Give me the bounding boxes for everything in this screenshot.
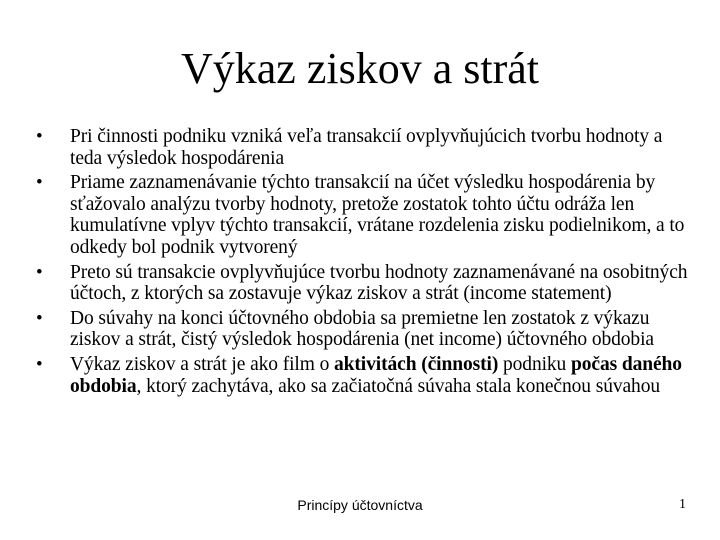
bullet-text: Do súvahy na konci účtovného obdobia sa premietne len zostatok z výkazu ziskov a strát, čistý výsledok hospodárenia (net income) účtovného obdobia xyxy=(70,307,654,351)
bullet-dot-icon: • xyxy=(36,172,43,194)
bullet-item xyxy=(36,308,696,351)
page-number: 1 xyxy=(679,497,686,512)
bullet-text: Výkaz ziskov a strát je ako film o xyxy=(70,353,335,375)
bullet-text: Pri činnosti podniku vzniká veľa transakcií ovplyvňujúcich tvorbu hodnoty a teda výsledok hospodárenia xyxy=(70,126,663,169)
bullet-dot-icon: • xyxy=(36,353,43,375)
bullet-item xyxy=(36,126,696,169)
slide-title: Výkaz ziskov a strát xyxy=(181,44,539,93)
bullet-text-bold: aktivitách (činnosti) xyxy=(334,353,499,375)
bullet-text: podniku xyxy=(498,353,571,375)
bullet-text: Preto sú transakcie ovplyvňujúce tvorbu hodnoty zaznamenávané na osobitných účtoch, z ktorých sa zostavuje výkaz ziskov a strát (income statement) xyxy=(70,261,688,305)
bullet-item xyxy=(36,172,696,258)
bullet-text: Priame zaznamenávanie týchto transakcií na účet výsledku hospodárenia by sťažovalo analýzu tvorby hodnoty, pretože zostatok tohto účtu odráža len kumulatívne vplyv týchto transakcií, vrátane rozdelenia zisku podielnikom, a to odkedy bol podnik vytvorený xyxy=(70,172,685,258)
bullet-item xyxy=(36,354,696,397)
bullet-list xyxy=(36,126,696,400)
bullet-text-bold: počas daného obdobia xyxy=(70,353,682,397)
slide-footer: Princípy účtovníctva xyxy=(297,497,423,513)
bullet-text: , ktorý zachytáva, ako sa začiatočná súvaha stala konečnou súvahou xyxy=(136,375,660,397)
bullet-item xyxy=(36,262,696,305)
bullet-dot-icon: • xyxy=(36,261,43,283)
bullet-dot-icon: • xyxy=(36,126,43,147)
bullet-dot-icon: • xyxy=(36,307,43,329)
